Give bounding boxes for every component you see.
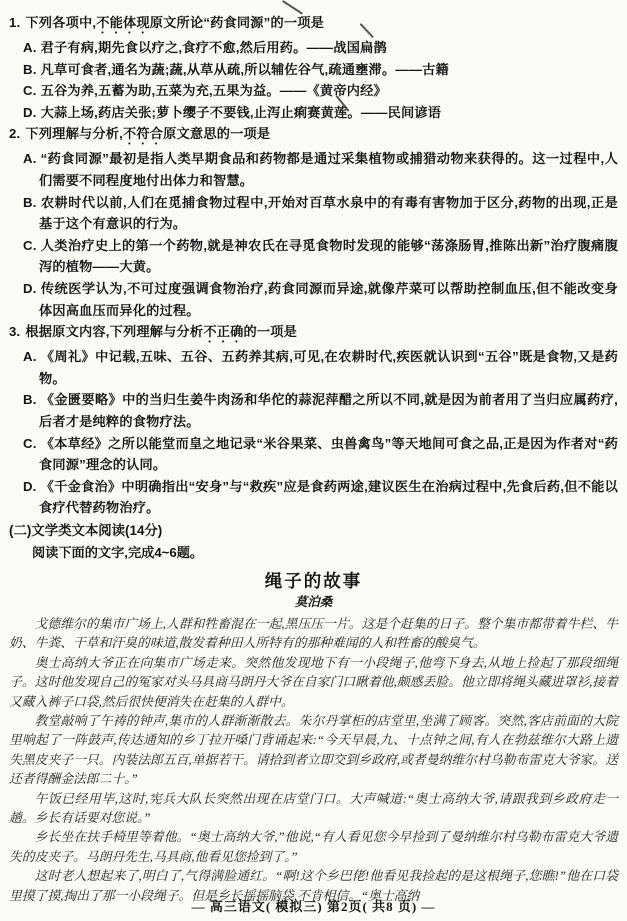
option-text: “药食同源”最初是指人类早期食品和药物都是通过采集植物或捕猎动物来获得的。这一过程中,人们需要不同程度地付出体力和智慧。 xyxy=(39,151,618,188)
option-text: 《本草经》之所以能堂而皇之地记录“米谷果菜、虫兽禽鸟”等天地间可食之品,正是因为作者对“药食同源”理念的认同。 xyxy=(39,435,618,473)
question-3-stem-emphasis: 不正确 xyxy=(203,324,244,340)
question-3-stem-post: 的一项是 xyxy=(243,324,298,340)
option-text: 人类治疗史上的第一个药物,就是神农氏在寻觅食物时发现的能够“荡涤肠胃,推陈出新”治疗腹痛腹泻的植物——大黄。 xyxy=(39,237,618,275)
question-1-option-d xyxy=(9,102,618,124)
question-1-option-b xyxy=(9,59,618,81)
question-2 xyxy=(9,123,618,321)
page-footer: — 高三语文( 模拟三) 第2页( 共8 页) — xyxy=(191,899,436,914)
question-2-option-b xyxy=(9,192,618,235)
option-label: B. xyxy=(23,194,37,210)
passage-body xyxy=(9,615,618,906)
question-3-stem xyxy=(9,321,618,346)
option-text: 大蒜上场,药店关张;萝卜缨子不要钱,止泻止痢赛黄莲。——民间谚语 xyxy=(40,104,442,120)
question-3-stem-pre: 根据原文内容,下列理解与分析 xyxy=(25,324,204,340)
passage-paragraph: 乡长坐在扶手椅里等着他。“奥士高纳大爷,”他说,“有人看见您今早捡到了曼纳维尔村乌勒布雷克大爷遗失的皮夹子。马朗丹先生,马具商,他看见您捡到了。” xyxy=(9,830,618,864)
passage-paragraph: 奥士高纳大爷正在向集市广场走来。突然他发现地下有一小段绳子,他弯下身去,从地上捡起了那段细绳子。这时他发现自己的冤家对头马具商马朗丹大爷在自家门口瞅着他,颇感丢脸。他立即将绳头藏进罩衫,接着又藏入裤子口袋,然后很快便消失在赶集的人群中。 xyxy=(9,655,618,709)
option-label: D. xyxy=(23,104,37,120)
option-label: A. xyxy=(23,40,37,55)
option-text: 凡草可食者,通名为蔬;蔬,从草从疏,所以辅佐谷气,疏通壅滞。——古籍 xyxy=(40,61,449,77)
option-label: A. xyxy=(23,349,37,365)
question-1-number: 1. xyxy=(9,15,21,30)
option-label: D. xyxy=(23,280,37,296)
passage-title: 绳子的故事 xyxy=(264,570,363,591)
option-text: 农耕时代以前,人们在觅捕食物过程中,开始对百草水泉中的有毒有害物加于区分,药物的出现,正是基于这个有意识的行为。 xyxy=(39,194,618,232)
question-2-stem-pre: 下列理解与分析, xyxy=(25,126,123,142)
question-3-option-b xyxy=(9,389,618,432)
question-1-stem-emphasis: 不能体现 xyxy=(96,15,150,30)
question-3-option-a xyxy=(9,346,618,389)
option-label: C. xyxy=(23,83,37,99)
question-3 xyxy=(9,321,618,519)
option-text: 《千金食治》中明确指出“安身”与“救疾”应是食药两途,建议医生在治病过程中,先食后药,但不能以食疗代替药物治疗。 xyxy=(39,478,618,516)
passage-paragraph: 教堂敲响了午祷的钟声,集市的人群渐渐散去。朱尔丹掌柜的店堂里,坐满了顾客。突然,客店前面的大院里响起了一阵鼓声,传达通知的乡丁拉开嗓门背诵起来:“今天早晨,九、十点钟之间,有人在勃兹维尔大路上遗失黑皮夹子一只。内装法郎五百,单据若干。请拾到者立即交到乡政府,或者曼纳维尔村乌勒布雷克大爷家。送还者得酬金法郎二十。” xyxy=(9,713,618,787)
multiple-choice-section xyxy=(9,12,618,519)
question-1 xyxy=(9,12,618,123)
question-2-option-c xyxy=(9,235,618,278)
section-instruction: 阅读下面的文字,完成4~6题。 xyxy=(32,544,204,560)
option-label: B. xyxy=(23,61,37,77)
question-2-option-d xyxy=(9,278,618,321)
question-2-stem xyxy=(9,123,618,148)
option-text: 传统医学认为,不可过度强调食物治疗,药食同源而异途,就像芹菜可以帮助控制血压,但不能改变身体因高血压而异化的过程。 xyxy=(39,280,618,318)
option-text: 《金匮要略》中的当归生姜牛肉汤和华佗的蒜泥萍醋之所以不同,就是因为前者用了当归应属药疗,后者才是纯粹的食物疗法。 xyxy=(39,392,618,429)
reading-passage xyxy=(9,569,618,906)
passage-paragraph: 戈德维尔的集市广场上,人群和牲畜混在一起,黑压压一片。这是个赶集的日子。整个集市都带着牛栏、牛奶、牛粪、干草和汗臭的味道,散发着种田人所特有的那种难闻的人和牲畜的酸臭气。 xyxy=(9,616,618,651)
question-1-stem-pre: 下列各项中, xyxy=(25,15,97,30)
question-3-option-d xyxy=(9,476,618,519)
question-1-option-a xyxy=(9,37,618,59)
option-text: 君子有病,期先食以疗之,食疗不愈,然后用药。——战国扁鹊 xyxy=(40,40,387,55)
option-label: A. xyxy=(23,151,37,167)
option-label: D. xyxy=(23,478,37,494)
question-2-number: 2. xyxy=(9,126,21,142)
option-label: C. xyxy=(23,435,37,451)
question-1-stem-post: 原文所论“药食同源”的一项是 xyxy=(149,15,325,30)
option-text: 五谷为养,五蓄为助,五菜为充,五果为益。——《黄帝内经》 xyxy=(40,83,387,99)
option-label: B. xyxy=(23,392,37,408)
option-label: C. xyxy=(23,237,37,253)
section-heading: (二)文学类文本阅读(14分) xyxy=(9,522,163,538)
passage-author: 莫泊桑 xyxy=(294,594,333,609)
question-3-option-c xyxy=(9,433,618,476)
question-3-number: 3. xyxy=(9,324,21,340)
question-2-stem-emphasis: 不符合 xyxy=(122,126,164,142)
question-1-option-c xyxy=(9,80,618,102)
passage-paragraph: 这时老人想起来了,明白了,气得满脸通红。“啊!这个乡巴佬!他看见我捡起的是这根绳子,您瞧!”他在口袋里摸了摸,掏出了那一小段绳子。但是乡长摇摇脑袋,不肯相信。“奥士高纳 xyxy=(9,869,618,903)
passage-paragraph: 午饭已经用毕,这时,宪兵大队长突然出现在店堂门口。大声喊道:“奥士高纳大爷,请跟我到乡政府走一趟。乡长有话要对您说。” xyxy=(9,791,618,825)
option-text: 《周礼》中记载,五味、五谷、五药养其病,可见,在农耕时代,疾医就认识到“五谷”既是食物,又是药物。 xyxy=(39,349,618,386)
question-2-stem-post: 原文意思的一项是 xyxy=(163,126,271,142)
question-2-option-a xyxy=(9,148,618,191)
question-1-stem xyxy=(9,12,618,37)
